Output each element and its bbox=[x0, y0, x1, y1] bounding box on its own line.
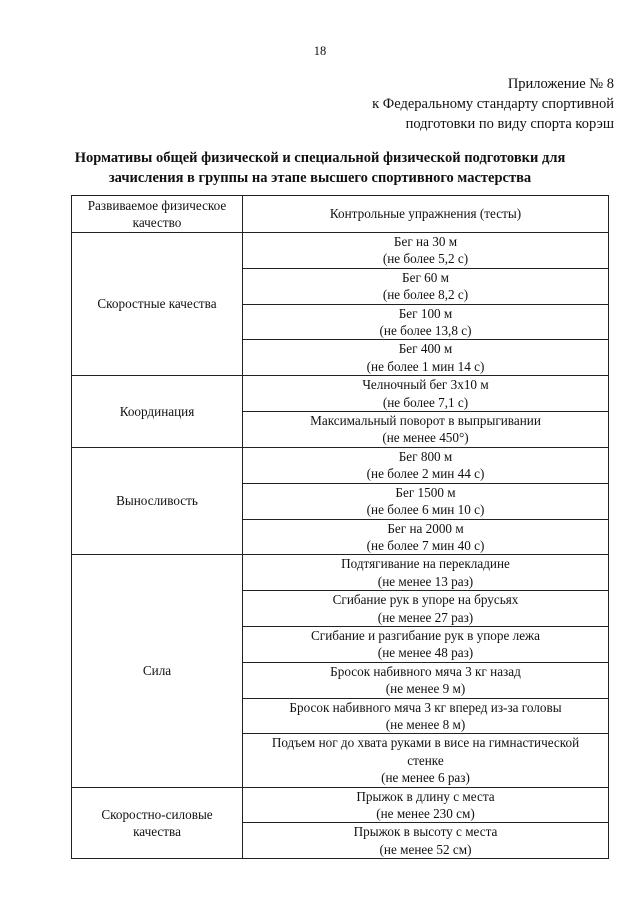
test-name: Бег на 2000 м bbox=[387, 520, 464, 536]
test-norm: (не более 6 мин 10 с) bbox=[366, 502, 485, 518]
test-name: Подтягивание на перекладине bbox=[341, 556, 510, 572]
header-quality bbox=[72, 196, 243, 233]
title-line: зачисления в группы на этапе высшего спортивного мастерства bbox=[108, 170, 532, 186]
test-cell bbox=[243, 662, 609, 698]
quality-label: Координация bbox=[119, 403, 195, 419]
test-name: Сгибание и разгибание рук в упоре лежа bbox=[310, 627, 541, 643]
header-line: Развиваемое физическое bbox=[87, 197, 227, 213]
test-name: Подъем ног до хвата руками в висе на гимнастической bbox=[271, 735, 580, 751]
quality-label: Выносливость bbox=[116, 493, 198, 509]
title-line: Нормативы общей физической и специальной физической подготовки для bbox=[74, 150, 566, 166]
quality-label: Скоростно-силовые bbox=[101, 806, 213, 822]
test-name: Челночный бег 3х10 м bbox=[362, 377, 489, 393]
test-cell bbox=[243, 340, 609, 376]
test-norm: (не менее 9 м) bbox=[385, 681, 466, 697]
test-name: Бег 800 м bbox=[398, 448, 453, 464]
test-norm: (не менее 230 см) bbox=[376, 806, 475, 821]
test-cell bbox=[243, 304, 609, 340]
test-norm: стенке bbox=[407, 752, 444, 768]
table-row bbox=[72, 787, 609, 823]
test-cell bbox=[243, 268, 609, 304]
table-header-row bbox=[72, 196, 609, 233]
test-cell bbox=[243, 483, 609, 519]
test-name: Бросок набивного мяча 3 кг назад bbox=[330, 663, 521, 679]
table-row bbox=[72, 233, 609, 269]
quality-cell bbox=[72, 376, 243, 448]
test-name: Бег 1500 м bbox=[395, 484, 456, 500]
quality-cell bbox=[72, 787, 243, 859]
test-norm: (не менее 27 раз) bbox=[377, 609, 474, 625]
test-norm: (не менее 52 см) bbox=[379, 841, 472, 857]
test-name: Максимальный поворот в выпрыгивании bbox=[310, 413, 541, 429]
test-cell bbox=[243, 626, 609, 662]
test-cell bbox=[243, 519, 609, 555]
header-line: качество bbox=[132, 215, 182, 230]
table-row bbox=[72, 555, 609, 591]
table-body bbox=[72, 233, 609, 859]
test-cell bbox=[243, 591, 609, 627]
document-title bbox=[20, 148, 620, 188]
test-norm: (не менее 6 раз) bbox=[381, 770, 470, 786]
test-norm: (не более 7,1 с) bbox=[382, 394, 469, 410]
test-name: Бег 60 м bbox=[402, 269, 449, 285]
annex-line: подготовки по виду спорта корэш bbox=[405, 116, 614, 132]
test-norm: (не менее 8 м) bbox=[385, 716, 466, 732]
annex-header bbox=[372, 74, 614, 134]
test-norm: (не менее 48 раз) bbox=[377, 645, 474, 661]
quality-label: Скоростные качества bbox=[97, 296, 217, 312]
test-name: Бег 400 м bbox=[398, 341, 453, 357]
header-tests: Контрольные упражнения (тесты) bbox=[243, 196, 609, 233]
test-norm: (не более 5,2 с) bbox=[382, 251, 469, 267]
test-cell bbox=[243, 376, 609, 412]
table-row bbox=[72, 447, 609, 483]
test-cell bbox=[243, 698, 609, 734]
quality-cell bbox=[72, 447, 243, 554]
table-row bbox=[72, 376, 609, 412]
annex-line: Приложение № 8 bbox=[507, 76, 614, 92]
test-norm: (не менее 13 раз) bbox=[377, 573, 474, 589]
test-cell bbox=[243, 734, 609, 787]
quality-label: качества bbox=[133, 823, 181, 839]
test-norm: (не более 7 мин 40 с) bbox=[366, 537, 485, 553]
test-cell bbox=[243, 555, 609, 591]
test-name: Прыжок в высоту с места bbox=[353, 824, 498, 840]
test-norm: (не более 2 мин 44 с) bbox=[366, 466, 485, 482]
test-cell bbox=[243, 447, 609, 483]
quality-cell bbox=[72, 233, 243, 376]
test-norm: (не более 13,8 с) bbox=[379, 323, 472, 339]
test-name: Сгибание рук в упоре на брусьях bbox=[332, 592, 519, 608]
test-cell bbox=[243, 412, 609, 448]
test-cell bbox=[243, 233, 609, 269]
page-number: 18 bbox=[313, 44, 327, 58]
test-name: Бег 100 м bbox=[398, 305, 453, 321]
quality-cell bbox=[72, 555, 243, 787]
norms-table bbox=[71, 195, 609, 859]
test-norm: (не более 8,2 с) bbox=[382, 287, 469, 303]
test-cell bbox=[243, 787, 609, 823]
annex-line: к Федеральному стандарту спортивной bbox=[372, 96, 614, 112]
test-name: Бросок набивного мяча 3 кг вперед из-за головы bbox=[289, 699, 562, 715]
test-name: Бег на 30 м bbox=[393, 234, 458, 249]
quality-label: Сила bbox=[142, 663, 172, 679]
test-name: Прыжок в длину с места bbox=[356, 788, 495, 804]
test-norm: (не более 1 мин 14 с) bbox=[366, 358, 485, 374]
test-cell bbox=[243, 823, 609, 859]
test-norm: (не менее 450°) bbox=[382, 430, 469, 446]
